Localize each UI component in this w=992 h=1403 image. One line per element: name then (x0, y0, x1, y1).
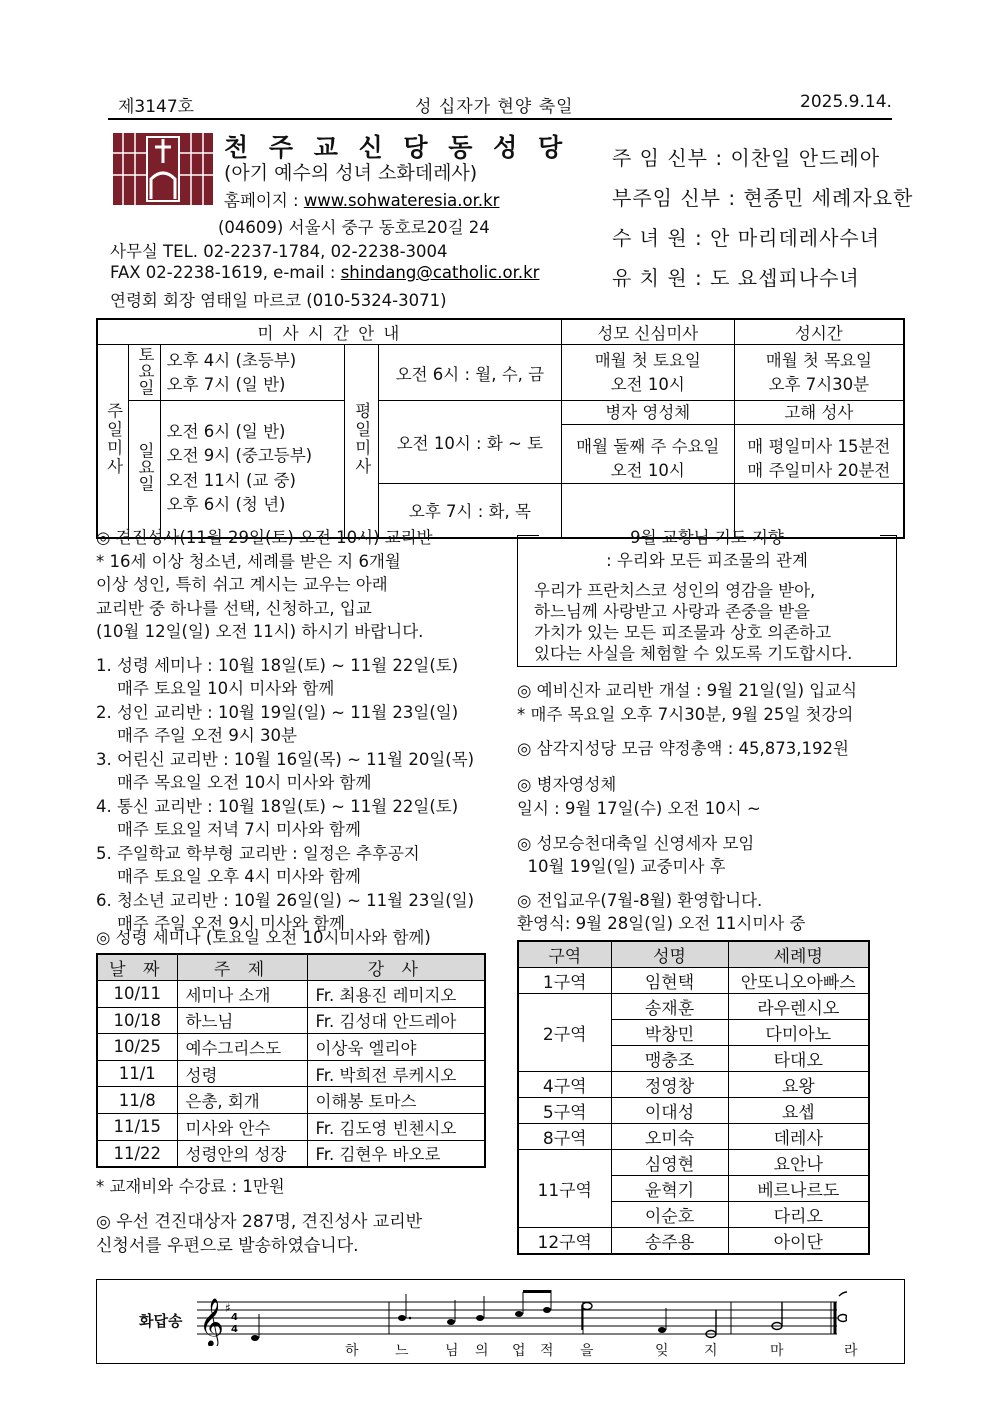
col2-title: 성시간 (734, 319, 904, 345)
parish-person-name: 심영현 (611, 1150, 728, 1176)
parish-baptism-name: 라우렌시오 (728, 994, 869, 1020)
lyric-syllable: 라 (844, 1343, 858, 1359)
parish-baptism-name: 아이단 (728, 1228, 869, 1255)
header-divider (108, 118, 892, 120)
lyric-syllable: 하 (345, 1343, 359, 1359)
feast-title: 성 십자가 현양 축일 (415, 97, 574, 117)
parish-person-name: 정영창 (611, 1072, 728, 1098)
psalm-lyrics (97, 1340, 897, 1360)
col4-title: 고해 성사 (735, 401, 903, 425)
parish-baptism-name: 요왕 (728, 1072, 869, 1098)
mass-table-title: 미 사 시 간 안 내 (97, 319, 561, 345)
staff-convent: 수 녀 원 : 안 마리데레사수녀 (612, 226, 881, 250)
office-phone: 사무실 TEL. 02-2237-1784, 02-2238-3004 (110, 242, 448, 261)
seminar-heading: ◎ 성령 세미나 (토요일 오전 10시미사와 함께) (96, 928, 431, 947)
issue-number: 제3147호 (118, 97, 195, 117)
lyric-syllable: 지 (704, 1343, 718, 1359)
seminar-topic: 성령 (177, 1060, 307, 1087)
seminar-date: 10/18 (97, 1007, 177, 1034)
table-row (518, 1150, 869, 1176)
parish-person-name: 송주용 (611, 1228, 728, 1255)
church-name-prefix: 천 주 교 (224, 133, 344, 162)
prayer-title: 9월 교황님 기도 지향 (630, 528, 784, 547)
saturday-times (160, 345, 344, 401)
col4-text: 매 평일미사 15분전 매 주일미사 20분전 (747, 437, 891, 480)
lyric-syllable: 의 (475, 1343, 489, 1359)
homepage-link[interactable]: www.sohwateresia.or.kr (303, 191, 500, 210)
table-row (518, 994, 869, 1020)
parish-area: 12구역 (518, 1228, 611, 1255)
confirmation-heading: ◎ 견진성사(11월 29일(토) 오전 10시) 교리반 (96, 528, 433, 547)
homepage-line (224, 187, 499, 211)
seminar-col-speaker: 강 사 (307, 954, 485, 981)
svg-text:𝄞: 𝄞 (199, 1297, 224, 1346)
psalm-label: 화답송 (139, 1312, 183, 1330)
lyric-syllable: 마 (770, 1343, 784, 1359)
seminar-speaker: Fr. 김성대 안드레아 (307, 1007, 485, 1034)
table-row (518, 1072, 869, 1098)
parish-area: 8구역 (518, 1124, 611, 1150)
parish-table (517, 940, 870, 1255)
saturday-time-1: 오후 4시 (초등부) (166, 350, 297, 370)
svg-text:4: 4 (231, 1312, 238, 1323)
seminar-topic: 예수그리스도 (177, 1034, 307, 1061)
weekday-mass-label: 평일미사 (344, 345, 378, 538)
seminar-date: 11/1 (97, 1060, 177, 1087)
fax-label: FAX 02-2238-1619, e-mail : (110, 263, 336, 282)
parish-person-name: 송재훈 (611, 994, 728, 1020)
seminar-speaker: Fr. 김도영 빈첸시오 (307, 1113, 485, 1140)
church-address: (04609) 서울시 중구 동호로20길 24 (218, 218, 490, 237)
table-row (97, 1113, 485, 1140)
seminar-col-topic: 주 제 (177, 954, 307, 981)
col3-text: 매월 둘째 주 수요일 오전 10시 (576, 437, 720, 480)
seminar-topic: 미사와 안수 (177, 1113, 307, 1140)
parish-person-name: 맹충조 (611, 1046, 728, 1072)
seminar-date: 10/11 (97, 981, 177, 1008)
table-row (97, 1087, 485, 1114)
confirmation-section: ◎ 견진성사(11월 29일(토) 오전 10시) 교리반 * 16세 이상 청소년, 세례를 받은 지 6개월 이상 성인, 특히 쉬고 계시는 교우는 아래 교리반 중 하나를 선택, 신청하고, 입교 (10월 12일(일) 오전 11시) 하시기 바랍니다. 1. 성령 세미나 : 10월 18일(토) ~ 11월 22일(토) 매주 토요일 10시 미사와 함께 2. 성인 교리반 : 10월 19일(일) ~ 11월 23일(일) 매주 주일 오전 9시 30분 3. 어린신 교리반 : 10월 16일(목) ~ 11월 20일(목) 매주 목요일 오전 10시 미사와 함께 4. 통신 교리반 : 10월 18일(토) ~ 11월 22일(토) 매주 토요일 저녁 7시 미사와 함께 5. 주일학교 학부형 교리반 : 일정은 추후공지 매주 토요일 오후 4시 미사와 함께 6. 청소년 교리반 : 10월 26일(일) ~ 11월 23일(일) 매주 주일 오전 9시 미사와 함께 (96, 526, 496, 936)
parish-area: 1구역 (518, 968, 611, 994)
lyric-syllable: 잊 (655, 1343, 669, 1359)
col4-block (734, 401, 904, 484)
svg-text:4: 4 (231, 1324, 238, 1335)
notice-welcome-time: 환영식: 9월 28일(일) 오전 11시미사 중 (517, 914, 806, 933)
president-line: 연령회 회장 염태일 마르코 (010-5324-3071) (110, 291, 447, 310)
table-row (518, 1124, 869, 1150)
parish-col-name: 성명 (611, 941, 728, 968)
parish-area: 2구역 (518, 994, 611, 1072)
seminar-fee: * 교재비와 수강료 : 1만원 (96, 1177, 285, 1196)
parish-baptism-name: 다미아노 (728, 1020, 869, 1046)
homepage-label: 홈페이지 : (224, 191, 299, 210)
parish-baptism-name: 베르나르도 (728, 1176, 869, 1202)
seminar-topic: 세미나 소개 (177, 981, 307, 1008)
parish-person-name: 임현택 (611, 968, 728, 994)
col1-text: 매월 첫 토요일 오전 10시 (561, 345, 734, 401)
parish-baptism-name: 안또니오아빠스 (728, 968, 869, 994)
music-staff-icon (197, 1288, 847, 1346)
weekday-time-1: 오전 6시 : 월, 수, 금 (378, 345, 561, 401)
saturday-time-2: 오후 7시 (일 반) (166, 374, 286, 394)
notice-catechumen: ◎ 예비신자 교리반 개설 : 9월 21일(일) 입교식 (517, 681, 858, 700)
table-row (97, 981, 485, 1008)
lyric-syllable: 적 (540, 1343, 554, 1359)
table-row (97, 1140, 485, 1167)
church-subtitle: (아기 예수의 성녀 소화데레사) (224, 162, 478, 184)
prayer-subtitle: : 우리와 모든 피조물의 관계 (606, 551, 808, 570)
seminar-speaker: Fr. 박희전 루케시오 (307, 1060, 485, 1087)
notice-sick-communion-time: 일시 : 9월 17일(수) 오전 10시 ~ (517, 799, 761, 818)
parish-person-name: 이순호 (611, 1202, 728, 1228)
lyric-syllable: 님 (445, 1343, 459, 1359)
parish-baptism-name: 요셉 (728, 1098, 869, 1124)
col3-title: 병자 영성체 (562, 401, 734, 425)
notice-neophyte-time: 10월 19일(일) 교중미사 후 (517, 857, 726, 876)
parish-area: 5구역 (518, 1098, 611, 1124)
notice-catechumen-detail: * 매주 목요일 오후 7시30분, 9월 25일 첫강의 (517, 705, 854, 724)
seminar-speaker: 이해봉 토마스 (307, 1087, 485, 1114)
parish-baptism-name: 다리오 (728, 1202, 869, 1228)
notice-sick-communion: ◎ 병자영성체 (517, 775, 617, 794)
church-logo (113, 133, 213, 205)
parish-col-baptism: 세례명 (728, 941, 869, 968)
seminar-date: 11/8 (97, 1087, 177, 1114)
sunday-times: 오전 6시 (일 반) 오전 9시 (중고등부) 오전 11시 (교 중) 오후 6시 (청 년) (160, 401, 344, 538)
saturday-label: 토요일 (129, 345, 160, 401)
seminar-speaker: Fr. 김현우 바오로 (307, 1140, 485, 1167)
weekday-time-2: 오전 10시 : 화 ~ 토 (378, 401, 561, 484)
seminar-speaker: 이상욱 엘리야 (307, 1034, 485, 1061)
notice-neophyte: ◎ 성모승천대축일 신영세자 모임 (517, 834, 755, 853)
parish-person-name: 이대성 (611, 1098, 728, 1124)
mass-schedule-table (96, 318, 905, 539)
parish-person-name: 박창민 (611, 1020, 728, 1046)
table-row (518, 968, 869, 994)
sunday-day-label: 일요일 (129, 401, 160, 538)
staff-assistant: 부주임 신부 : 현종민 세례자요한 (612, 186, 914, 210)
col3-block (561, 401, 734, 484)
prayer-body: 우리가 프란치스코 성인의 영감을 받아, 하느님께 사랑받고 사랑과 존중을 받을 가치가 있는 모든 피조물과 상호 의존하고 있다는 사실을 체험할 수 있도록 기도합시다. (534, 581, 853, 663)
staff-kindergarten: 유 치 원 : 도 요셉피나수녀 (612, 266, 860, 290)
fax-email-line (110, 263, 539, 282)
notice-fundraising: ◎ 삼각지성당 모금 약정총액 : 45,873,192원 (517, 739, 849, 758)
weekday-time-3: 오후 7시 : 화, 목 (378, 484, 561, 538)
seminar-topic: 하느님 (177, 1007, 307, 1034)
seminar-topic: 은총, 회개 (177, 1087, 307, 1114)
lyric-syllable: 업 (512, 1343, 526, 1359)
psalm-box (96, 1279, 905, 1364)
col2-text: 매월 첫 목요일 오후 7시30분 (734, 345, 904, 401)
seminar-notice: ◎ 우선 견진대상자 287명, 견진성사 교리반 신청서를 우편으로 발송하였습니다. (96, 1212, 423, 1256)
parish-person-name: 윤혁기 (611, 1176, 728, 1202)
seminar-date: 10/25 (97, 1034, 177, 1061)
col1-title: 성모 신심미사 (561, 319, 734, 345)
table-row (97, 1034, 485, 1061)
parish-baptism-name: 타대오 (728, 1046, 869, 1072)
parish-baptism-name: 데레사 (728, 1124, 869, 1150)
seminar-speaker: Fr. 최용진 레미지오 (307, 981, 485, 1008)
parish-person-name: 오미숙 (611, 1124, 728, 1150)
table-row (518, 1098, 869, 1124)
table-row (97, 1060, 485, 1087)
parish-col-area: 구역 (518, 941, 611, 968)
seminar-date: 11/15 (97, 1113, 177, 1140)
seminar-table (96, 953, 486, 1168)
parish-baptism-name: 요안나 (728, 1150, 869, 1176)
staff-pastor: 주 임 신부 : 이찬일 안드레아 (612, 146, 881, 170)
notice-welcome: ◎ 전입교우(7월-8월) 환영합니다. (517, 891, 763, 910)
church-logo-icon (113, 133, 213, 205)
seminar-topic: 성령안의 성장 (177, 1140, 307, 1167)
parish-area: 11구역 (518, 1150, 611, 1228)
seminar-date: 11/22 (97, 1140, 177, 1167)
table-row (97, 1007, 485, 1034)
issue-date: 2025.9.14. (800, 92, 892, 112)
email-link[interactable]: shindang@catholic.or.kr (340, 263, 540, 282)
church-name-main: 신 당 동 성 당 (358, 133, 569, 162)
seminar-col-date: 날 짜 (97, 954, 177, 981)
parish-area: 4구역 (518, 1072, 611, 1098)
table-row (518, 1228, 869, 1255)
lyric-syllable: 을 (580, 1343, 594, 1359)
svg-text:♯: ♯ (225, 1301, 231, 1315)
lyric-syllable: 느 (395, 1343, 409, 1359)
sunday-mass-label: 주일미사 (97, 345, 129, 538)
